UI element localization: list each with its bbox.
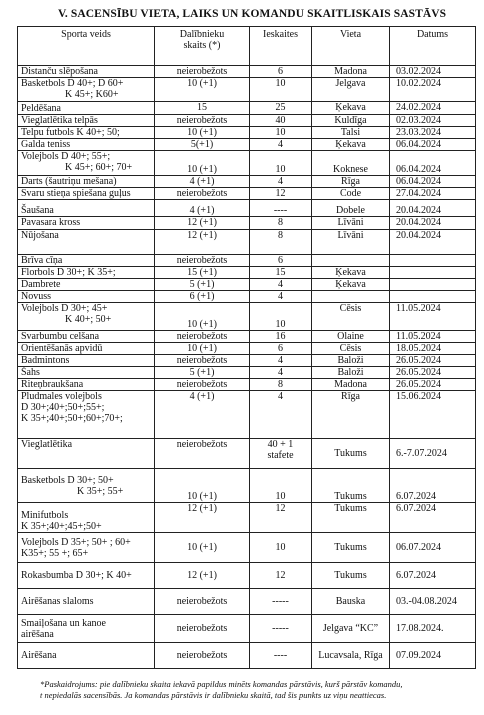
table-row xyxy=(18,303,476,331)
venue-cell: Ķekava xyxy=(312,279,390,291)
venue-cell: Kuldīga xyxy=(312,115,390,127)
scoring-cell: 16 xyxy=(250,331,312,343)
venue-cell: Līvāni xyxy=(312,217,390,230)
participants-cell: neierobežots xyxy=(155,331,250,343)
scoring-cell: 12 xyxy=(250,503,312,533)
venue-cell: Talsi xyxy=(312,127,390,139)
scoring-cell: 8 xyxy=(250,217,312,230)
sport-cell: Pavasara kross xyxy=(18,217,155,230)
sport-cell: Svarbumbu celšana xyxy=(18,331,155,343)
date-cell: 6.07.2024 xyxy=(390,563,476,589)
venue-cell: Rīga xyxy=(312,176,390,188)
table-row xyxy=(18,343,476,355)
participants-cell: 4 (+1) xyxy=(155,391,250,439)
sport-cell: Pludmales volejbols D 30+;40+;50+;55+; K 35+;40+;50+;60+;70+; xyxy=(18,391,155,439)
date-cell: 06.07.2024 xyxy=(390,533,476,563)
table-row xyxy=(18,78,476,102)
scoring-cell: 8 xyxy=(250,230,312,255)
scoring-cell: ----- xyxy=(250,615,312,643)
date-cell: 6.07.2024 xyxy=(390,503,476,533)
participants-cell: neierobežots xyxy=(155,589,250,615)
sport-cell: Distanču slēpošana xyxy=(18,66,155,78)
scoring-cell: 4 xyxy=(250,139,312,151)
date-cell: 10.02.2024 xyxy=(390,78,476,102)
table-row xyxy=(18,503,476,533)
participants-cell: neierobežots xyxy=(155,115,250,127)
table-row xyxy=(18,367,476,379)
scoring-cell: 4 xyxy=(250,291,312,303)
sport-cell: Svaru stieņa spiešana guļus xyxy=(18,188,155,200)
sport-cell: Rokasbumba D 30+; K 40+ xyxy=(18,563,155,589)
table-row xyxy=(18,291,476,303)
table-row xyxy=(18,66,476,78)
date-cell: 18.05.2024 xyxy=(390,343,476,355)
sport-cell: Vieglatlētika xyxy=(18,439,155,469)
participants-cell: 12 (+1) xyxy=(155,230,250,255)
participants-cell: 15 (+1) xyxy=(155,267,250,279)
participants-cell: 10 (+1) xyxy=(155,151,250,176)
section-heading: V. SACENSĪBU VIETA, LAIKS UN KOMANDU SKAITLISKAIS SASTĀVS xyxy=(58,8,447,20)
footnote: *Paskaidrojums: pie dalībnieku skaita iekavā papildus minēts komandas pārstāvis, kurš pārstāv komandu, t nepiedalās sacensībās. Ja komandas pārstāvis ir dalībnieku skaitā, tad šis punkts uz viņu neattiecas. xyxy=(40,679,403,700)
participants-cell: neierobežots xyxy=(155,379,250,391)
table-row xyxy=(18,230,476,255)
venue-cell: Tukums xyxy=(312,533,390,563)
table-row xyxy=(18,391,476,439)
date-cell: 26.05.2024 xyxy=(390,355,476,367)
sport-cell: Šahs xyxy=(18,367,155,379)
scoring-cell: ---- xyxy=(250,200,312,217)
venue-cell: Lucavsala, Rīga xyxy=(312,643,390,669)
participants-cell: 15 xyxy=(155,102,250,115)
header-row xyxy=(18,27,476,66)
table-row xyxy=(18,469,476,503)
table-row xyxy=(18,127,476,139)
venue-cell: Līvāni xyxy=(312,230,390,255)
sport-cell: Novuss xyxy=(18,291,155,303)
date-cell: 17.08.2024. xyxy=(390,615,476,643)
participants-cell: 5 (+1) xyxy=(155,367,250,379)
table-row xyxy=(18,200,476,217)
venue-cell: Tukums xyxy=(312,563,390,589)
col-header-scoring: Ieskaites xyxy=(250,27,312,66)
date-cell: 03.02.2024 xyxy=(390,66,476,78)
participants-cell: 12 (+1) xyxy=(155,503,250,533)
scoring-cell: 25 xyxy=(250,102,312,115)
col-header-date: Datums xyxy=(390,27,476,66)
venue-cell xyxy=(312,255,390,267)
table-row xyxy=(18,279,476,291)
venue-cell: Olaine xyxy=(312,331,390,343)
table-row xyxy=(18,439,476,469)
date-cell: 20.04.2024 xyxy=(390,230,476,255)
table-row xyxy=(18,331,476,343)
scoring-cell: ---- xyxy=(250,643,312,669)
venue-cell: Madona xyxy=(312,379,390,391)
date-cell: 06.04.2024 xyxy=(390,176,476,188)
date-cell xyxy=(390,267,476,279)
table-row xyxy=(18,267,476,279)
scoring-cell: 4 xyxy=(250,367,312,379)
scoring-cell: 4 xyxy=(250,355,312,367)
venue-cell: Cēsis xyxy=(312,343,390,355)
venue-cell: Koknese xyxy=(312,151,390,176)
venue-cell: Cēsis xyxy=(312,303,390,331)
scoring-cell: 10 xyxy=(250,127,312,139)
venue-cell: Ķekava xyxy=(312,139,390,151)
participants-cell: neierobežots xyxy=(155,355,250,367)
date-cell: 06.04.2024 xyxy=(390,151,476,176)
table-row xyxy=(18,533,476,563)
venue-cell: Dobele xyxy=(312,200,390,217)
sport-cell: Basketbols D 30+; 50+ K 35+; 55+ xyxy=(18,469,155,503)
scoring-cell: 4 xyxy=(250,279,312,291)
date-cell xyxy=(390,291,476,303)
sport-cell: Volejbols D 35+; 50+ ; 60+ K35+; 55 +; 65+ xyxy=(18,533,155,563)
table-row xyxy=(18,255,476,267)
scoring-cell: 40 + 1 stafete xyxy=(250,439,312,469)
scoring-cell: 6 xyxy=(250,255,312,267)
participants-cell: 10 (+1) xyxy=(155,303,250,331)
scoring-cell: 6 xyxy=(250,66,312,78)
date-cell xyxy=(390,279,476,291)
sport-cell: Nūjošana xyxy=(18,230,155,255)
date-cell: 23.03.2024 xyxy=(390,127,476,139)
venue-cell: Tukums xyxy=(312,503,390,533)
table-row xyxy=(18,102,476,115)
participants-cell: neierobežots xyxy=(155,66,250,78)
participants-cell: neierobežots xyxy=(155,439,250,469)
sport-cell: Riteņbraukšana xyxy=(18,379,155,391)
sport-cell: Minifutbols K 35+;40+;45+;50+ xyxy=(18,503,155,533)
participants-cell: 10 (+1) xyxy=(155,469,250,503)
participants-cell: 6 (+1) xyxy=(155,291,250,303)
participants-cell: 12 (+1) xyxy=(155,563,250,589)
venue-cell: Jelgava xyxy=(312,78,390,102)
date-cell: 27.04.2024 xyxy=(390,188,476,200)
sport-cell: Badmintons xyxy=(18,355,155,367)
scoring-cell: 10 xyxy=(250,151,312,176)
sport-cell: Volejbols D 30+; 45+ K 40+; 50+ xyxy=(18,303,155,331)
date-cell: 26.05.2024 xyxy=(390,367,476,379)
sport-cell: Dambrete xyxy=(18,279,155,291)
scoring-cell: 4 xyxy=(250,176,312,188)
table-row xyxy=(18,217,476,230)
schedule-table xyxy=(17,26,476,669)
sport-cell: Volejbols D 40+; 55+; K 45+; 60+; 70+ xyxy=(18,151,155,176)
scoring-cell: 6 xyxy=(250,343,312,355)
sport-cell: Darts (šautriņu mešana) xyxy=(18,176,155,188)
scoring-cell: 15 xyxy=(250,267,312,279)
table-row xyxy=(18,151,476,176)
venue-cell: Ķekava xyxy=(312,267,390,279)
date-cell: 15.06.2024 xyxy=(390,391,476,439)
date-cell: 20.04.2024 xyxy=(390,200,476,217)
table-row xyxy=(18,643,476,669)
participants-cell: neierobežots xyxy=(155,188,250,200)
sport-cell: Airēšana xyxy=(18,643,155,669)
table-row xyxy=(18,379,476,391)
date-cell: 02.03.2024 xyxy=(390,115,476,127)
date-cell: 6.-7.07.2024 xyxy=(390,439,476,469)
table-row xyxy=(18,615,476,643)
participants-cell: 4 (+1) xyxy=(155,176,250,188)
sport-cell: Galda teniss xyxy=(18,139,155,151)
venue-cell xyxy=(312,291,390,303)
participants-cell: 10 (+1) xyxy=(155,127,250,139)
scoring-cell: 8 xyxy=(250,379,312,391)
participants-cell: 5 (+1) xyxy=(155,279,250,291)
participants-cell: neierobežots xyxy=(155,615,250,643)
scoring-cell: 12 xyxy=(250,563,312,589)
venue-cell: Code xyxy=(312,188,390,200)
date-cell: 06.04.2024 xyxy=(390,139,476,151)
sport-cell: Brīva cīņa xyxy=(18,255,155,267)
col-header-venue: Vieta xyxy=(312,27,390,66)
sport-cell: Orientēšanās apvidū xyxy=(18,343,155,355)
col-header-participants: Dalībnieku skaits (*) xyxy=(155,27,250,66)
scoring-cell: 10 xyxy=(250,533,312,563)
date-cell: 24.02.2024 xyxy=(390,102,476,115)
sport-cell: Airēšanas slaloms xyxy=(18,589,155,615)
scoring-cell: 10 xyxy=(250,78,312,102)
venue-cell: Jelgava “KC” xyxy=(312,615,390,643)
date-cell: 11.05.2024 xyxy=(390,303,476,331)
sport-cell: Šaušana xyxy=(18,200,155,217)
venue-cell: Ķekava xyxy=(312,102,390,115)
date-cell: 07.09.2024 xyxy=(390,643,476,669)
scoring-cell: 40 xyxy=(250,115,312,127)
date-cell: 26.05.2024 xyxy=(390,379,476,391)
sport-cell: Basketbols D 40+; D 60+ K 45+; K60+ xyxy=(18,78,155,102)
venue-cell: Tukums xyxy=(312,469,390,503)
table-row xyxy=(18,176,476,188)
table-row xyxy=(18,115,476,127)
date-cell: 03.-04.08.2024 xyxy=(390,589,476,615)
venue-cell: Madona xyxy=(312,66,390,78)
table-row xyxy=(18,139,476,151)
sport-cell: Florbols D 30+; K 35+; xyxy=(18,267,155,279)
date-cell: 11.05.2024 xyxy=(390,331,476,343)
sport-cell: Smaiļošana un kanoe airēšana xyxy=(18,615,155,643)
scoring-cell: ----- xyxy=(250,589,312,615)
table-row xyxy=(18,355,476,367)
sport-cell: Vieglatlētika telpās xyxy=(18,115,155,127)
scoring-cell: 12 xyxy=(250,188,312,200)
table-row xyxy=(18,563,476,589)
participants-cell: neierobežots xyxy=(155,255,250,267)
scoring-cell: 4 xyxy=(250,391,312,439)
venue-cell: Rīga xyxy=(312,391,390,439)
sport-cell: Telpu futbols K 40+; 50; xyxy=(18,127,155,139)
participants-cell: 5(+1) xyxy=(155,139,250,151)
venue-cell: Bauska xyxy=(312,589,390,615)
date-cell xyxy=(390,255,476,267)
participants-cell: 10 (+1) xyxy=(155,343,250,355)
participants-cell: 10 (+1) xyxy=(155,78,250,102)
sport-cell: Peldēšana xyxy=(18,102,155,115)
venue-cell: Baloži xyxy=(312,367,390,379)
table-row xyxy=(18,589,476,615)
col-header-sport: Sporta veids xyxy=(18,27,155,66)
participants-cell: 10 (+1) xyxy=(155,533,250,563)
scoring-cell: 10 xyxy=(250,469,312,503)
table-row xyxy=(18,188,476,200)
participants-cell: neierobežots xyxy=(155,643,250,669)
venue-cell: Tukums xyxy=(312,439,390,469)
date-cell: 20.04.2024 xyxy=(390,217,476,230)
participants-cell: 4 (+1) xyxy=(155,200,250,217)
date-cell: 6.07.2024 xyxy=(390,469,476,503)
participants-cell: 12 (+1) xyxy=(155,217,250,230)
scoring-cell: 10 xyxy=(250,303,312,331)
venue-cell: Baloži xyxy=(312,355,390,367)
